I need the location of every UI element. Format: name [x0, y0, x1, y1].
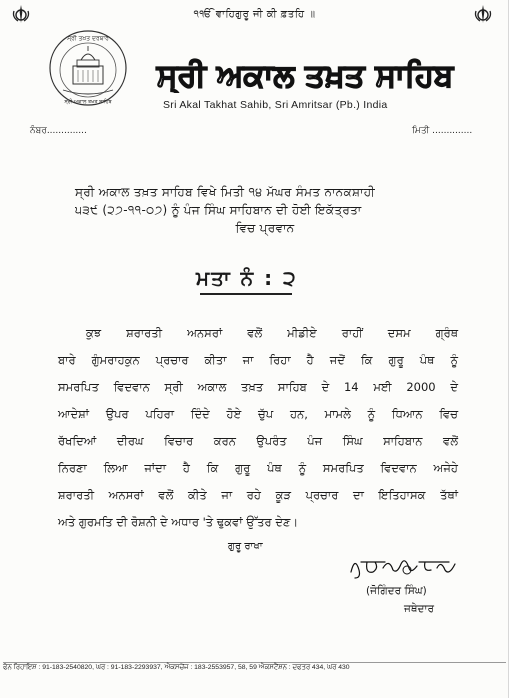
signatory-title: ਜਥੇਦਾਰ [404, 603, 434, 615]
body-line: ਨਿਰਣਾ ਲਿਆ ਜਾਂਦਾ ਹੈ ਕਿ ਗੁਰੂ ਪੰਥ ਨੂੰ ਸਮਰਪਿਤ ਵਿਦਵਾਨ ਅਜੇਹੇ [58, 461, 458, 475]
letterhead-title [150, 55, 460, 93]
date-label: ਮਿਤੀ .............. [412, 126, 473, 136]
resolution-underline [200, 293, 292, 295]
handwritten-signature [345, 548, 475, 584]
akal-takhat-seal-icon [45, 26, 131, 110]
reference-number-label: ਨੰਬਰ.............. [30, 126, 87, 136]
document-heading [75, 183, 455, 237]
footer-divider [3, 662, 506, 663]
letterhead-title-text: ਸ੍ਰੀ ਅਕਾਲ ਤਖ਼ਤ ਸਾਹਿਬ [156, 58, 454, 93]
body-line: ਕੁਝ ਸ਼ਰਾਰਤੀ ਅਨਸਰਾਂ ਵਲੋਂ ਮੀਡੀਏ ਰਾਹੀਂ ਦਸਮ ਗ੍ਰੰਥ [86, 326, 458, 340]
seal-bottom-text: ਸ੍ਰੀ ਅਕਾਲ ਤਖ਼ਤ ਸਾਹਿਬ [64, 99, 112, 105]
letterhead-subtitle: Sri Akal Takhat Sahib, Sri Amritsar (Pb.) India [163, 99, 388, 111]
heading-line: ਵਿਚ ਪ੍ਰਵਾਨ [235, 221, 295, 235]
seal-top-text: ਸ੍ਰੀ ਤਖ਼ਤ ਦਰਬਾਰ [67, 35, 109, 42]
body-line: ਰੱਖਦਿਆਂ ਦੀਰਘ ਵਿਚਾਰ ਕਰਨ ਉਪਰੰਤ ਪੰਜ ਸਿੰਘ ਸਾਹਿਬਾਨ ਵਲੋਂ [58, 434, 458, 448]
body-line: ਸ਼ਰਾਰਤੀ ਅਨਸਰਾਂ ਵਲੋਂ ਕੀਤੇ ਜਾ ਰਹੇ ਕੂੜ ਪ੍ਰਚਾਰ ਦਾ ਇਤਿਹਾਸਕ ਤੱਥਾਂ [58, 488, 458, 502]
body-line: ਸਮਰਪਿਤ ਵਿਦਵਾਨ ਸ੍ਰੀ ਅਕਾਲ ਤਖ਼ਤ ਸਾਹਿਬ ਦੇ 14 ਮਈ 2000 ਦੇ [58, 380, 458, 394]
footer-contact: ਫੋਨ ਰਿਹਾਇਸ਼ : 91-183-2540820, ਘਰ : 91-183-2293937, ਐਕਸਚੇਂਜ : 183-2553957, 58, 59 ਐਕਸਟੈਂਸ਼ਨ : ਦਫਤਰ 434, ਘਰ 430 [3, 664, 350, 671]
body-line: ਅਤੇ ਗੁਰਮਤਿ ਦੀ ਰੋਸ਼ਨੀ ਦੇ ਅਧਾਰ 'ਤੇ ਢੁਕਵਾਂ ਉੱਤਰ ਦੇਣ। [58, 515, 299, 529]
signatory-name: (ਜੋਗਿੰਦਰ ਸਿੰਘ) [366, 585, 427, 597]
body-line: ਆਦੇਸ਼ਾਂ ਉਪਰ ਪਹਿਰਾ ਦਿੰਦੇ ਹੋਏ ਚੁੱਪ ਹਨ, ਮਾਮਲੇ ਨੂੰ ਧਿਆਨ ਵਿਚ [58, 407, 458, 421]
body-line: ਬਾਰੇ ਗੁੰਮਰਾਹਕੁਨ ਪ੍ਰਚਾਰ ਕੀਤਾ ਜਾ ਰਿਹਾ ਹੈ ਜਦੋਂ ਕਿ ਗੁਰੂ ਪੰਥ ਨੂੰ [58, 353, 458, 367]
resolution-title: ਮਤਾ ਨੰ : ੨ [196, 266, 298, 290]
closing-salutation: ਗੁਰੂ ਰਾਖਾ [228, 541, 263, 552]
invocation-text: ੧ੴ ਵਾਹਿਗੁਰੂ ਜੀ ਕੀ ਫ਼ਤਹਿ ॥ [193, 9, 316, 20]
heading-line: ਸ੍ਰੀ ਅਕਾਲ ਤਖ਼ਤ ਸਾਹਿਬ ਵਿਖੇ ਮਿਤੀ ੧੪ ਮੱਘਰ ਸੰਮਤ ਨਾਨਕਸ਼ਾਹੀ [75, 185, 375, 199]
heading-line: ੫੩੯ (੨੭-੧੧-੦੭) ਨੂੰ ਪੰਜ ਸਿੰਘ ਸਾਹਿਬਾਨ ਦੀ ਹੋਈ ਇਕੱਤ੍ਰਤਾ [75, 203, 362, 217]
resolution-body [58, 320, 458, 536]
